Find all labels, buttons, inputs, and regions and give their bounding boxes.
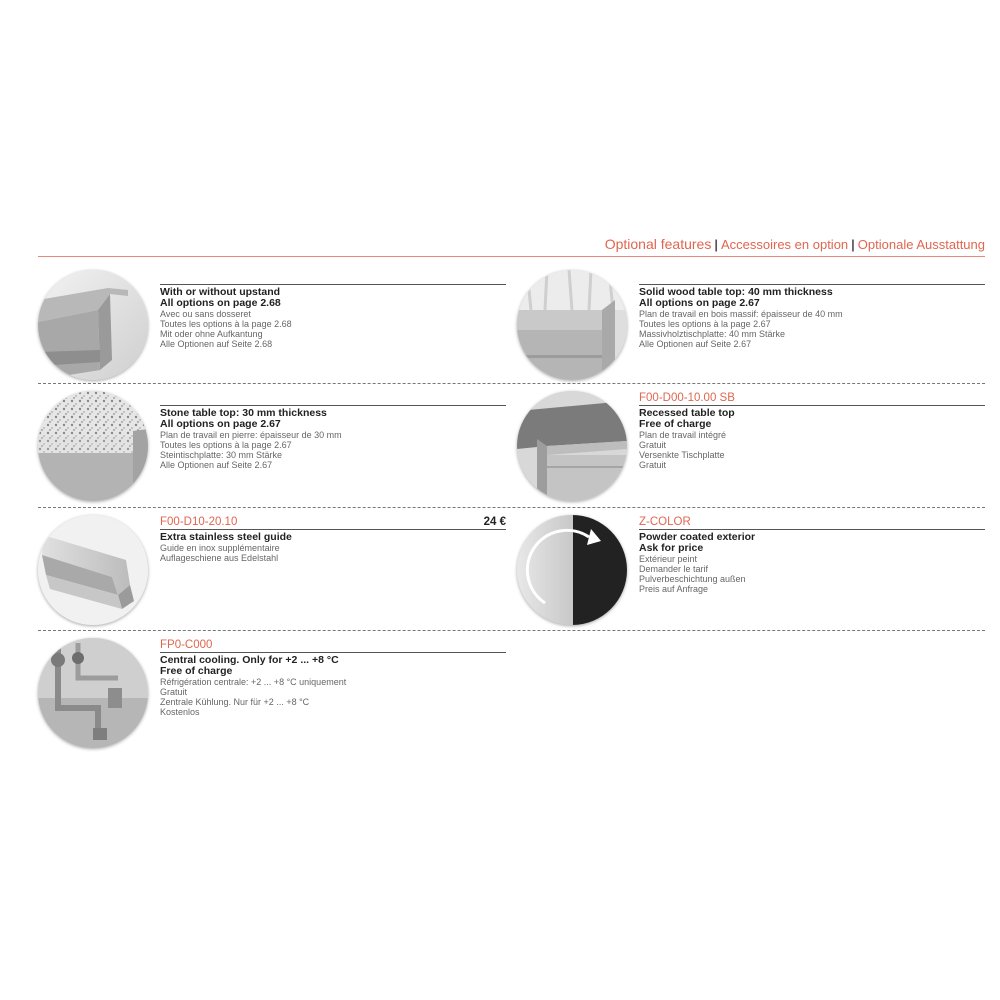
color-swatch-image — [517, 515, 627, 625]
solid-wood-image — [517, 270, 627, 380]
item-subtitle: Free of charge — [639, 418, 712, 430]
item-price: 24 € — [483, 516, 506, 528]
item-description: Alle Optionen auf Seite 2.67 — [160, 460, 273, 470]
item-description: Avec ou sans dosseret — [160, 309, 251, 319]
code-row — [160, 638, 506, 653]
item-description: Plan de travail en pierre: épaisseur de 30 mm — [160, 430, 342, 440]
header-title-fr: Accessoires en option — [720, 237, 849, 252]
item-description: Gratuit — [639, 440, 667, 450]
item-description: Zentrale Kühlung. Nur für +2 ... +8 °C — [160, 697, 310, 707]
item-description: Toutes les options à la page 2.67 — [639, 319, 771, 329]
item-description: Steintischplatte: 30 mm Stärke — [160, 450, 283, 460]
header-title-de: Optionale Ausstattung — [857, 237, 985, 252]
item-description: Gratuit — [160, 687, 188, 697]
item-description: Pulverbeschichtung außen — [639, 574, 746, 584]
item-description: Massivholztischplatte: 40 mm Stärke — [639, 329, 786, 339]
feature-item-steel-guide — [38, 515, 508, 635]
item-subtitle: Ask for price — [639, 542, 704, 554]
code-row — [160, 515, 506, 530]
item-subtitle: All options on page 2.67 — [639, 297, 760, 309]
item-title: Extra stainless steel guide — [160, 531, 292, 543]
item-description: Alle Optionen auf Seite 2.67 — [639, 339, 752, 349]
item-subtitle: All options on page 2.67 — [160, 418, 281, 430]
upstand-image — [38, 270, 148, 380]
item-description: Mit oder ohne Aufkantung — [160, 329, 263, 339]
item-description: Plan de travail en bois massif: épaisseur de 40 mm — [639, 309, 843, 319]
item-title: Solid wood table top: 40 mm thickness — [639, 286, 833, 298]
item-code: F00-D10-20.10 — [160, 516, 238, 528]
stone-top-image — [38, 391, 148, 501]
item-code: FP0-C000 — [160, 639, 213, 651]
feature-item-recessed — [517, 391, 987, 511]
item-description: Toutes les options à la page 2.67 — [160, 440, 292, 450]
item-description: Guide en inox supplémentaire — [160, 543, 280, 553]
item-description: Toutes les options à la page 2.68 — [160, 319, 292, 329]
feature-item-powder-coat — [517, 515, 987, 635]
feature-item-upstand — [38, 270, 508, 390]
code-row — [639, 391, 985, 406]
section-header — [0, 236, 985, 252]
header-separator: | — [714, 237, 718, 252]
central-cooling-image — [38, 638, 148, 748]
item-description: Kostenlos — [160, 707, 200, 717]
item-subtitle: All options on page 2.68 — [160, 297, 281, 309]
item-title: Recessed table top — [639, 407, 735, 419]
item-description: Demander le tarif — [639, 564, 709, 574]
header-title: Optional features — [604, 236, 712, 252]
item-description: Extérieur peint — [639, 554, 698, 564]
code-row — [160, 270, 506, 285]
header-separator: | — [851, 237, 855, 252]
feature-item-stone — [38, 391, 508, 511]
code-row — [160, 391, 506, 406]
item-description: Auflageschiene aus Edelstahl — [160, 553, 279, 563]
item-code: Z-COLOR — [639, 516, 691, 528]
item-title: Stone table top: 30 mm thickness — [160, 407, 327, 419]
code-row — [639, 270, 985, 285]
item-description: Plan de travail intégré — [639, 430, 727, 440]
item-description: Versenkte Tischplatte — [639, 450, 725, 460]
feature-item-solid-wood — [517, 270, 987, 390]
item-title: Powder coated exterior — [639, 531, 756, 543]
feature-item-central-cooling — [38, 638, 508, 758]
item-title: Central cooling. Only for +2 ... +8 °C — [160, 654, 339, 666]
item-code: F00-D00-10.00 SB — [639, 392, 735, 404]
item-description: Gratuit — [639, 460, 667, 470]
header-rule — [38, 256, 985, 257]
item-subtitle: Free of charge — [160, 665, 233, 677]
code-row — [639, 515, 985, 530]
item-description: Preis auf Anfrage — [639, 584, 709, 594]
item-description: Alle Optionen auf Seite 2.68 — [160, 339, 273, 349]
recessed-top-image — [517, 391, 627, 501]
item-description: Réfrigération centrale: +2 ... +8 °C uniquement — [160, 677, 347, 687]
steel-guide-image — [38, 515, 148, 625]
item-title: With or without upstand — [160, 286, 281, 298]
